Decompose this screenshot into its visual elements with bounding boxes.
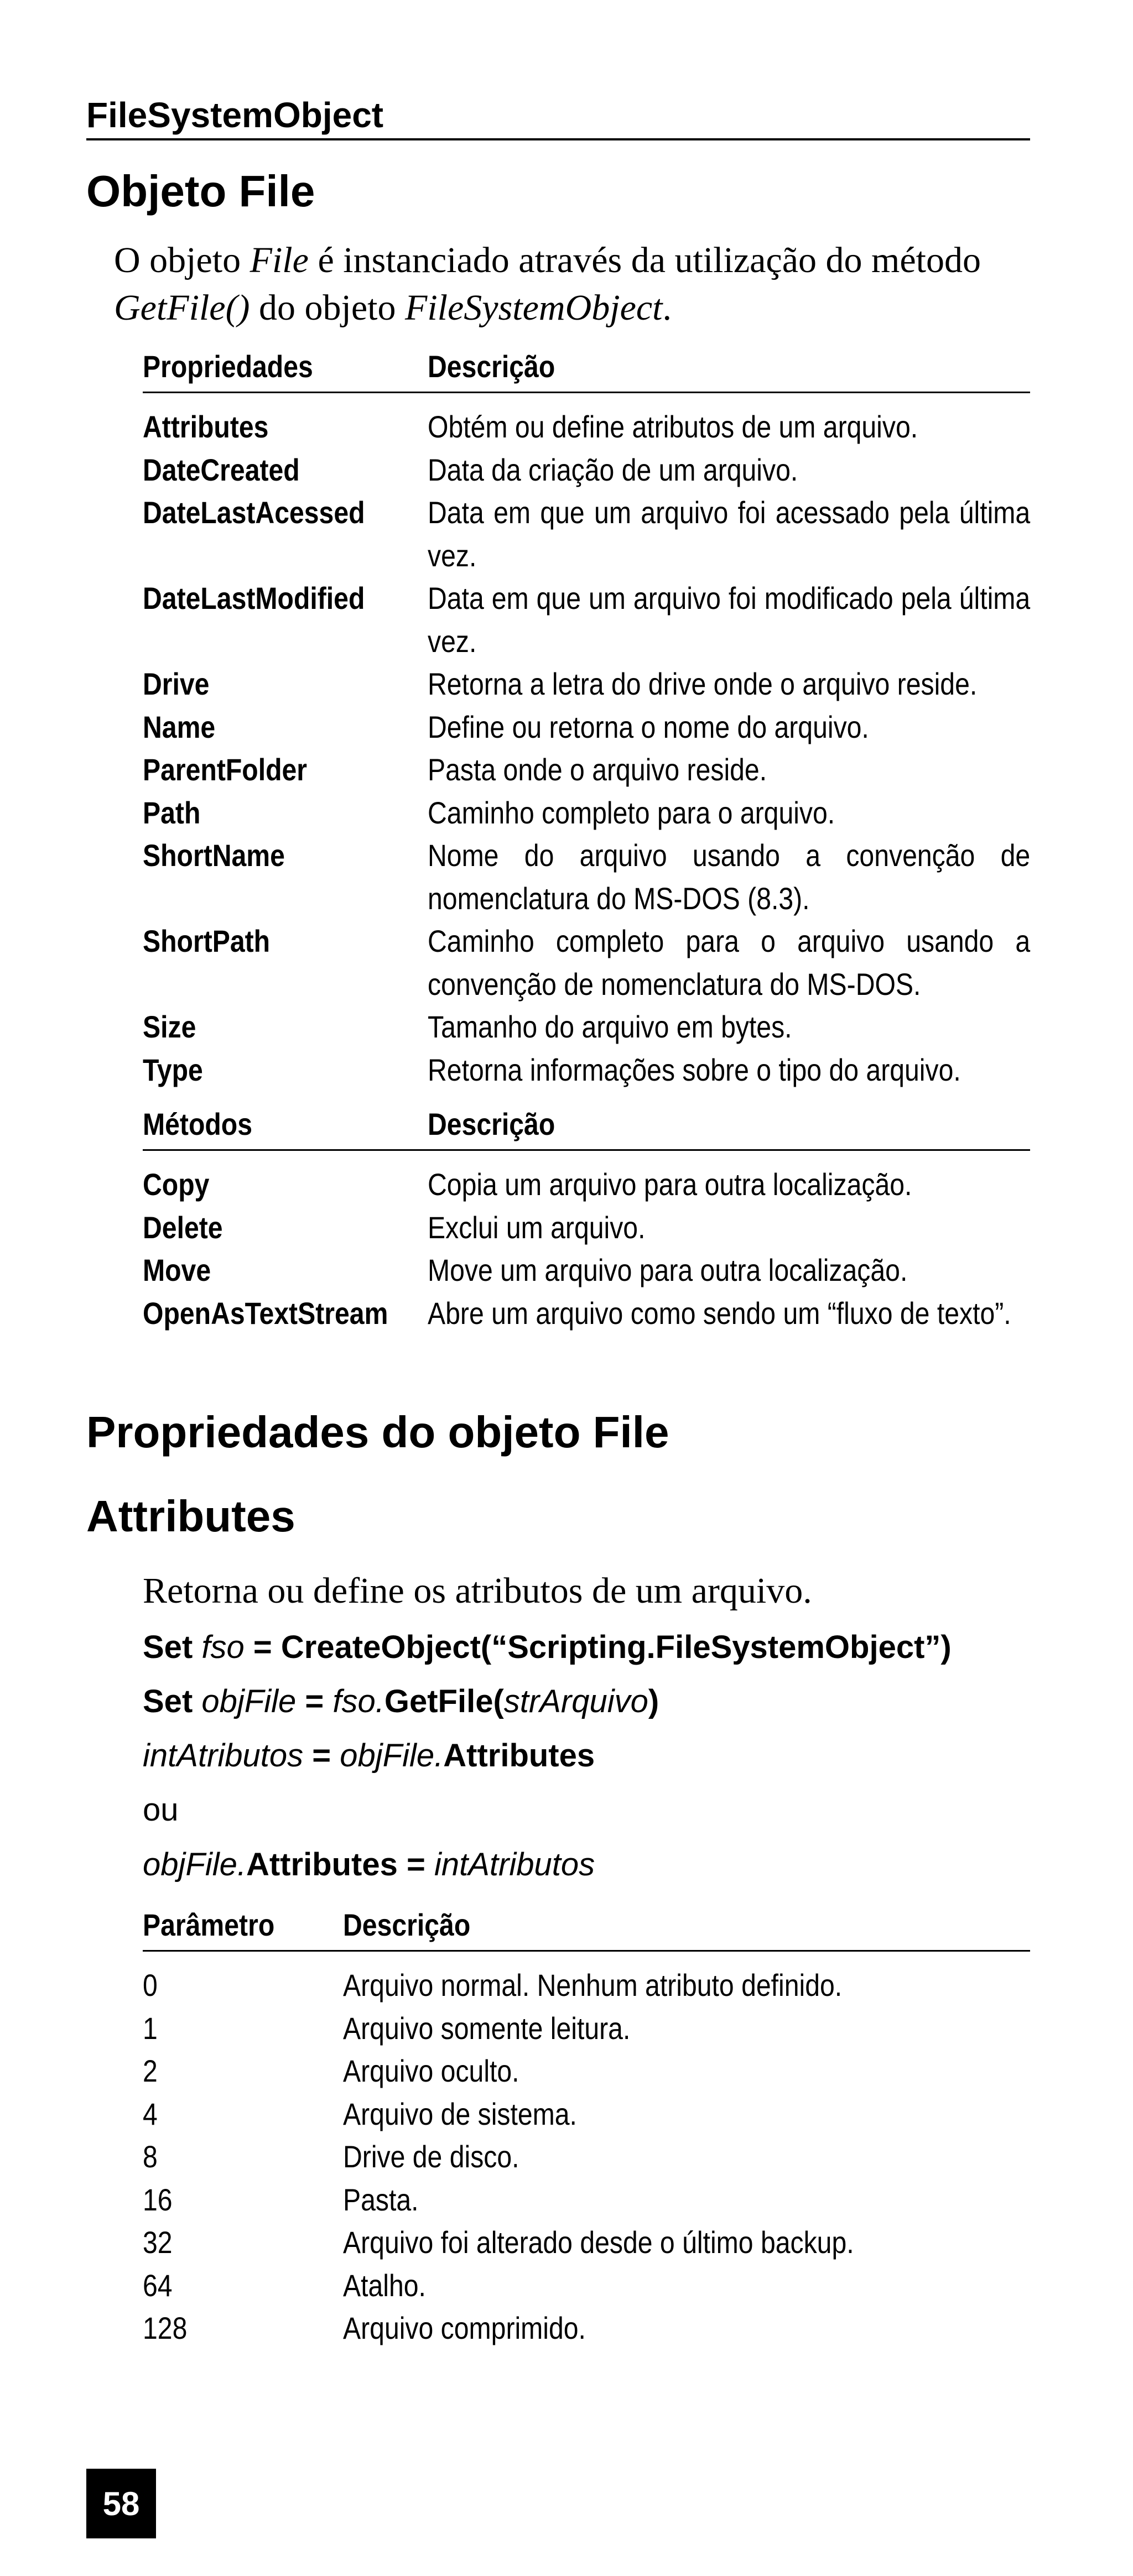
property-name: DateLastAcessed	[143, 495, 365, 530]
section-title-objeto-file: Objeto File	[86, 166, 315, 216]
code-variable: fso	[193, 1629, 245, 1665]
method-desc: Exclui um arquivo.	[428, 1209, 646, 1245]
intro-text-3: do objeto	[250, 288, 406, 328]
table-row	[143, 920, 1030, 1005]
code-paren: )	[648, 1683, 659, 1719]
property-name: ParentFolder	[143, 752, 308, 787]
property-name: Type	[143, 1052, 203, 1087]
property-name: DateCreated	[143, 452, 300, 487]
code-keyword: Set	[143, 1683, 193, 1719]
parameter-desc: Arquivo oculto.	[343, 2053, 519, 2088]
parameters-header-desc: Descrição	[343, 1907, 471, 1942]
code-variable: objFile	[193, 1683, 297, 1719]
method-name: Move	[143, 1253, 211, 1287]
table-row	[143, 1005, 1030, 1049]
property-desc: Data da criação de um arquivo.	[428, 452, 798, 487]
property-desc: Data em que um arquivo foi modificado pela última vez.	[428, 581, 1031, 659]
property-desc: Obtém ou define atributos de um arquivo.	[428, 409, 918, 444]
parameter-desc: Arquivo comprimido.	[343, 2311, 586, 2345]
intro-italic-file: File	[250, 240, 309, 280]
page-number: 58	[86, 2469, 156, 2538]
properties-rows	[143, 405, 1030, 1091]
table-row	[143, 1163, 1030, 1206]
code-expression: = CreateObject(“Scripting.FileSystemObject”)	[244, 1629, 952, 1665]
intro-paragraph	[114, 237, 1032, 332]
table-row	[143, 2221, 1030, 2264]
parameter-value: 8	[143, 2139, 158, 2174]
property-name: DateLastModified	[143, 581, 365, 616]
table-row	[143, 1292, 1030, 1335]
code-keyword: Set	[143, 1629, 193, 1665]
code-operator: =	[303, 1738, 340, 1774]
table-row	[143, 706, 1030, 749]
property-desc: Nome do arquivo usando a convenção de nomenclatura do MS-DOS (8.3).	[428, 838, 1031, 916]
code-variable: objFile.	[340, 1738, 444, 1774]
code-variable: fso.	[332, 1683, 384, 1719]
table-row	[143, 405, 1030, 449]
methods-header-name: Métodos	[143, 1107, 252, 1141]
property-name: Drive	[143, 666, 210, 701]
parameter-desc: Arquivo foi alterado desde o último backup.	[343, 2225, 854, 2260]
section-title-attributes: Attributes	[86, 1492, 295, 1541]
methods-header-desc: Descrição	[428, 1107, 555, 1141]
code-line-ou: ou	[143, 1792, 179, 1828]
table-row	[143, 577, 1030, 663]
table-row	[143, 449, 1030, 492]
code-operator: =	[296, 1683, 333, 1719]
parameter-value: 16	[143, 2182, 173, 2217]
properties-table	[143, 347, 1030, 1091]
method-name: Delete	[143, 1209, 223, 1245]
code-line-2	[143, 1682, 659, 1722]
property-desc: Caminho completo para o arquivo.	[428, 795, 835, 830]
properties-header-name: Propriedades	[143, 349, 313, 384]
property-name: Size	[143, 1009, 196, 1044]
parameter-desc: Arquivo de sistema.	[343, 2096, 577, 2131]
parameters-header-name: Parâmetro	[143, 1907, 275, 1942]
parameter-value: 1	[143, 2010, 158, 2046]
property-desc: Caminho completo para o arquivo usando a convenção de nomenclatura do MS-DOS.	[428, 924, 1031, 1002]
intro-text-4: .	[662, 288, 672, 328]
property-desc: Pasta onde o arquivo reside.	[428, 752, 767, 787]
property-desc: Tamanho do arquivo em bytes.	[428, 1009, 792, 1044]
property-name: Name	[143, 709, 216, 744]
code-line-5	[143, 1845, 595, 1885]
parameter-value: 2	[143, 2053, 158, 2088]
code-variable: objFile.	[143, 1847, 246, 1883]
parameter-desc: Arquivo normal. Nenhum atributo definido.	[343, 1968, 843, 2003]
table-row	[143, 2307, 1030, 2350]
section-title-propriedades: Propriedades do objeto File	[86, 1407, 669, 1457]
table-row	[143, 748, 1030, 791]
parameter-value: 4	[143, 2096, 158, 2131]
property-desc: Data em que um arquivo foi acessado pela última vez.	[428, 495, 1031, 573]
property-name: Path	[143, 795, 201, 830]
parameter-desc: Arquivo somente leitura.	[343, 2010, 631, 2046]
parameters-rows	[143, 1964, 1030, 2350]
code-argument: strArquivo	[503, 1683, 648, 1719]
intro-text-1: O objeto	[114, 240, 250, 280]
methods-rows	[143, 1163, 1030, 1334]
table-row	[143, 1049, 1030, 1092]
parameter-value: 32	[143, 2225, 173, 2260]
property-name: Attributes	[143, 409, 269, 444]
method-desc: Abre um arquivo como sendo um “fluxo de texto”.	[428, 1295, 1011, 1331]
properties-header-desc: Descrição	[428, 349, 555, 384]
table-row	[143, 491, 1030, 577]
parameter-value: 0	[143, 1968, 158, 2003]
parameters-table-header	[143, 1906, 1030, 1952]
code-method: GetFile(	[384, 1683, 504, 1719]
methods-table	[143, 1105, 1030, 1334]
parameters-table	[143, 1906, 1030, 2350]
table-row	[143, 2178, 1030, 2222]
table-row	[143, 2135, 1030, 2178]
code-variable: intAtributos	[143, 1738, 304, 1774]
intro-italic-fso: FileSystemObject	[405, 288, 663, 328]
method-name: OpenAsTextStream	[143, 1295, 388, 1331]
property-desc: Retorna informações sobre o tipo do arquivo.	[428, 1052, 961, 1087]
parameter-desc: Atalho.	[343, 2267, 426, 2303]
code-variable: intAtributos	[434, 1847, 595, 1883]
intro-italic-getfile: GetFile()	[114, 288, 250, 328]
running-header: FileSystemObject	[86, 93, 1030, 140]
table-row	[143, 663, 1030, 706]
table-row	[143, 2007, 1030, 2050]
attributes-intro: Retorna ou define os atributos de um arquivo.	[143, 1571, 812, 1611]
code-line-1	[143, 1628, 952, 1667]
parameter-desc: Drive de disco.	[343, 2139, 519, 2174]
method-desc: Copia um arquivo para outra localização.	[428, 1167, 912, 1202]
method-desc: Move um arquivo para outra localização.	[428, 1253, 908, 1287]
property-desc: Define ou retorna o nome do arquivo.	[428, 709, 869, 744]
table-row	[143, 2050, 1030, 2093]
methods-table-header	[143, 1105, 1030, 1151]
method-name: Copy	[143, 1167, 210, 1202]
properties-table-header	[143, 347, 1030, 393]
parameter-desc: Pasta.	[343, 2182, 419, 2217]
code-operator: =	[397, 1847, 434, 1883]
property-name: ShortPath	[143, 924, 271, 958]
code-line-3	[143, 1736, 595, 1776]
table-row	[143, 1964, 1030, 2007]
table-row	[143, 2093, 1030, 2136]
parameter-value: 64	[143, 2267, 173, 2303]
intro-text-2: é instanciado através da utilização do método	[308, 240, 981, 280]
property-desc: Retorna a letra do drive onde o arquivo reside.	[428, 666, 978, 701]
table-row	[143, 834, 1030, 920]
code-property: Attributes	[443, 1738, 595, 1774]
parameter-value: 128	[143, 2311, 188, 2345]
table-row	[143, 791, 1030, 835]
code-property: Attributes	[246, 1847, 398, 1883]
table-row	[143, 1206, 1030, 1249]
table-row	[143, 2264, 1030, 2307]
table-row	[143, 1249, 1030, 1292]
property-name: ShortName	[143, 838, 285, 873]
